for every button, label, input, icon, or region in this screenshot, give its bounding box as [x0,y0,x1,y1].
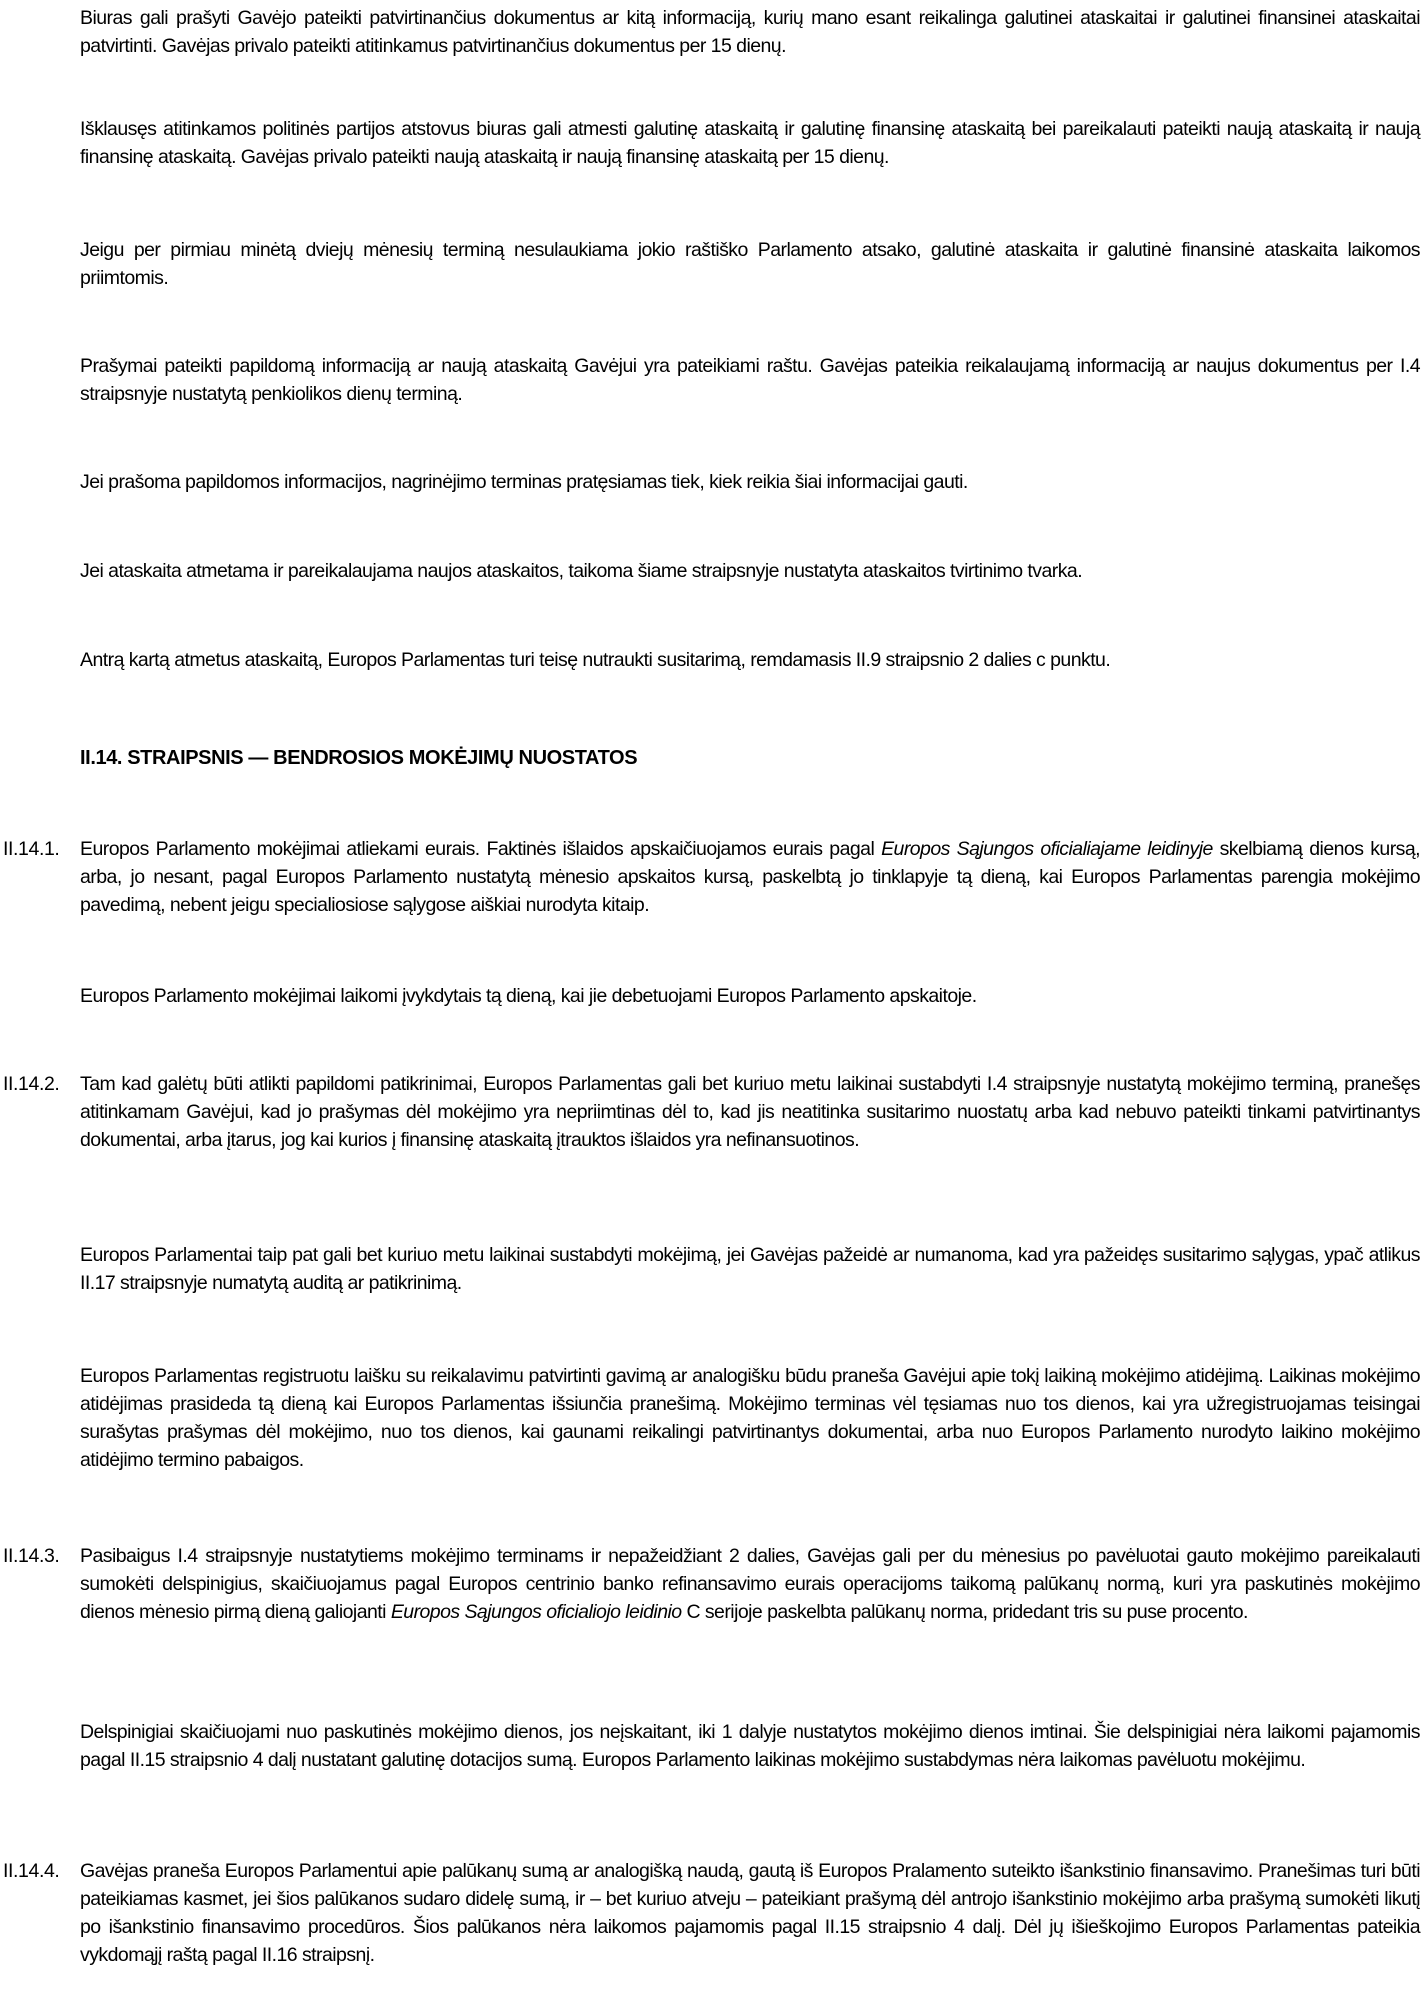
clause-number-2: II.14.2. [3,1073,60,1095]
paragraph-requests-in-writing: Prašymai pateikti papildomą informaciją ar naują ataskaitą Gavėjui yra pateikiami raštu. Gavėjas pateikia reikalaujamą informaciją ar naujus dokumentus per I.4 straipsnyje nustatytą penkiolikos dienų terminą. [80,355,1420,405]
clause-1-text-b: skelbiamą dienos kursą, arba, jo nesant, pagal Europos Parlamento nustatytą mėnesio apskaitos kursą, paskelbtą jo tinklapyje tą dieną, kai Europos Parlamentas parengia mokėjimo pavedimą, nebent jeigu specialiosiose sąlygose aiškiai nurodyta kitaip. [80,838,1421,916]
paragraph-additional-documents: Biuras gali prašyti Gavėjo pateikti patvirtinančius dokumentus ar kitą informaciją, kurių mano esant reikalinga galutinei ataskaitai ir galutinei finansinei ataskaitai patvirtinti. Gavėjas privalo pateikti atitinkamus patvirtinančius dokumentus per 15 dienų. [80,7,1420,57]
clause-2-paragraph-1: Tam kad galėtų būti atlikti papildomi patikrinimai, Europos Parlamentas gali bet kuriuo metu laikinai sustabdyti I.4 straipsnyje nustatytą mokėjimo terminą, pranešęs atitinkamam Gavėjui, kad jo prašymas dėl mokėjimo yra nepriimtinas dėl to, kad jis neatitinka susitarimo nuostatų arba kad nebuvo pateikti tinkami patvirtinantys dokumentai, arba įtarus, jog kai kurios į finansinę ataskaitą įtrauktos išlaidos yra nefinansuotinos. [80,1073,1420,1151]
clause-number-3: II.14.3. [3,1545,60,1567]
paragraph-reject-report: Išklausęs atitinkamos politinės partijos atstovus biuras gali atmesti galutinę ataskaitą ir galutinę finansinę ataskaitą bei pareikalauti pateikti naują ataskaitą ir naują finansinę ataskaitą. Gavėjas privalo pateikti naują ataskaitą ir naują finansinę ataskaitą per 15 dienų. [80,118,1420,168]
clause-1-paragraph-1 [80,835,1420,919]
paragraph-deemed-accepted: Jeigu per pirmiau minėtą dviejų mėnesių terminą nesulaukiama jokio raštiško Parlamento atsako, galutinė ataskaita ir galutinė finansinė ataskaita laikomos priimtomis. [80,239,1420,289]
clause-2-paragraph-3: Europos Parlamentas registruotu laišku su reikalavimu patvirtinti gavimą ar analogišku būdu praneša Gavėjui apie tokį laikiną mokėjimo atidėjimą. Laikinas mokėjimo atidėjimas prasideda tą dieną kai Europos Parlamentas išsiunčia pranešimą. Mokėjimo terminas vėl tęsiamas nuo tos dienos, kai yra užregistruojamas teisingai surašytas prašymas dėl mokėjimo, nuo tos dienos, kai gaunami reikalingi patvirtinantys dokumentai, arba nuo Europos Parlamento nurodyto laikino mokėjimo atidėjimo termino pabaigos. [80,1365,1420,1471]
official-journal-reference-c: Europos Sąjungos oficialiojo leidinio [390,1601,682,1623]
paragraph-approval-procedure: Jei ataskaita atmetama ir pareikalaujama naujos ataskaitos, taikoma šiame straipsnyje nustatyta ataskaitos tvirtinimo tvarka. [80,560,1083,582]
clause-3-paragraph-2: Delspinigiai skaičiuojami nuo paskutinės mokėjimo dienos, jos neįskaitant, iki 1 dalyje nustatytos mokėjimo dienos imtinai. Šie delspinigiai nėra laikomi pajamomis pagal II.15 straipsnio 4 dalį nustatant galutinę dotacijos sumą. Europos Parlamento laikinas mokėjimo sustabdymas nėra laikomas pavėluotu mokėjimu. [80,1721,1420,1771]
clause-number-1: II.14.1. [3,838,60,860]
clause-1-paragraph-2: Europos Parlamento mokėjimai laikomi įvykdytais tą dieną, kai jie debetuojami Europos Parlamento apskaitoje. [80,985,977,1007]
clause-1-text-a: Europos Parlamento mokėjimai atliekami eurais. Faktinės išlaidos apskaičiuojamos eurais pagal [80,838,882,860]
paragraph-second-rejection: Antrą kartą atmetus ataskaitą, Europos Parlamentas turi teisę nutraukti susitarimą, remdamasis II.9 straipsnio 2 dalies c punktu. [80,649,1111,671]
paragraph-term-extended: Jei prašoma papildomos informacijos, nagrinėjimo terminas pratęsiamas tiek, kiek reikia šiai informacijai gauti. [80,471,968,493]
article-heading: II.14. STRAIPSNIS — BENDROSIOS MOKĖJIMŲ NUOSTATOS [80,747,638,769]
clause-number-4: II.14.4. [3,1860,60,1882]
clause-2-paragraph-2: Europos Parlamentai taip pat gali bet kuriuo metu laikinai sustabdyti mokėjimą, jei Gavėjas pažeidė ar numanoma, kad yra pažeidęs susitarimo sąlygas, ypač atlikus II.17 straipsnyje numatytą auditą ar patikrinimą. [80,1244,1420,1294]
clause-3-text-a: Pasibaigus I.4 straipsnyje nustatytiems mokėjimo terminams ir nepažeidžiant 2 dalies, Gavėjas gali per du mėnesius po pavėluotai gauto mokėjimo pareikalauti sumokėti delspinigius, skaičiuojamus pagal Europos centrinio banko refinansavimo eurais operacijoms taikomą palūkanų normą, kuri yra paskutinės mokėjimo dienos mėnesio pirmą dieną galiojanti [80,1545,1420,1623]
official-journal-reference: Europos Sąjungos oficialiajame leidinyje [881,838,1213,860]
clause-3-text-b: C serijoje paskelbta palūkanų norma, pridedant tris su puse procento. [681,1601,1248,1623]
clause-3-paragraph-1 [80,1542,1420,1626]
clause-4-paragraph-1: Gavėjas praneša Europos Parlamentui apie palūkanų sumą ar analogišką naudą, gautą iš Europos Pralamento suteikto išankstinio finansavimo. Pranešimas turi būti pateikiamas kasmet, jei šios palūkanos sudaro didelę sumą, ir – bet kuriuo atveju – pateikiant prašymą dėl antrojo išankstinio mokėjimo arba prašymą sumokėti likutį po išankstinio finansavimo procedūros. Šios palūkanos nėra laikomos pajamomis pagal II.15 straipsnio 4 dalį. Dėl jų išieškojimo Europos Parlamentas pateikia vykdomąjį raštą pagal II.16 straipsnį. [80,1860,1420,1966]
